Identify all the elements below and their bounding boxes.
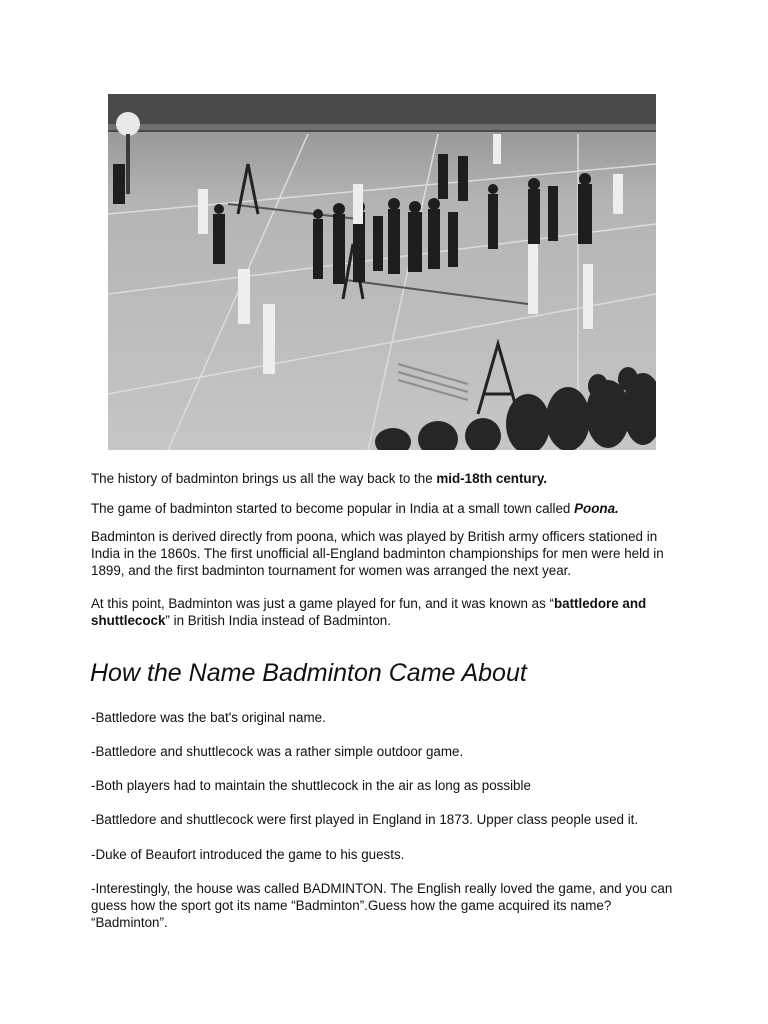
intro-p4-text-2: ” in British India instead of Badminton. [165,613,391,628]
bullet-item: -Interestingly, the house was called BADMINTON. The English really loved the game, and you can guess how the sport got its name “Badminton”.Guess how the game acquired its name? “Badminton”. [91,881,673,930]
bullet-item: -Battledore and shuttlecock was a rather simple outdoor game. [91,744,464,759]
intro-p1-bold: mid-18th century. [436,471,547,486]
section-heading: How the Name Badminton Came About [90,659,527,687]
intro-p2-text: The game of badminton started to become popular in India at a small town called [91,501,575,516]
bullet-item: -Duke of Beaufort introduced the game to his guests. [91,847,405,862]
intro-p1-text: The history of badminton brings us all the way back to the [91,471,437,486]
intro-p2-bold: Poona. [574,501,619,516]
intro-paragraph-4 [91,595,681,629]
bullet-item: -Battledore was the bat's original name. [91,710,326,725]
intro-p4-text-1: At this point, Badminton was just a game played for fun, and it was known as “ [91,596,554,611]
bullet-item: -Battledore and shuttlecock were first played in England in 1873. Upper class people used it. [91,812,639,827]
intro-paragraph-3: Badminton is derived directly from poona, which was played by British army officers stationed in India in the 1860s. The first unofficial all-England badminton championships for men were held in 1899, and the first badminton tournament for women was arranged the next year. [91,529,664,578]
intro-p4-bold: battledore and shuttlecock [91,596,647,628]
bullet-item: -Both players had to maintain the shuttlecock in the air as long as possible [91,778,531,793]
historical-badminton-photo [108,94,656,450]
intro-paragraph-1 [91,470,681,487]
intro-paragraph-2 [91,500,681,517]
